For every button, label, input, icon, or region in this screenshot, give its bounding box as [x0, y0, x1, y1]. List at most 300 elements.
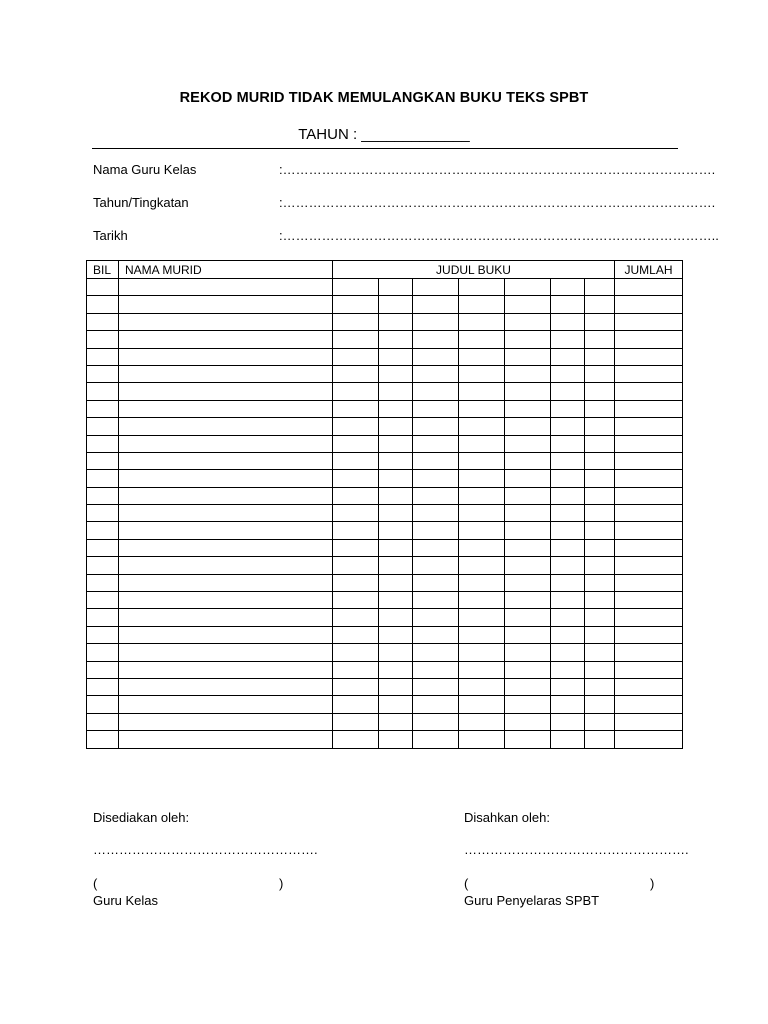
table-cell[interactable] — [459, 383, 505, 400]
table-cell[interactable] — [413, 452, 459, 469]
table-cell[interactable] — [551, 574, 585, 591]
table-cell[interactable] — [119, 557, 333, 574]
table-cell[interactable] — [585, 331, 615, 348]
table-cell[interactable] — [333, 279, 379, 296]
table-cell[interactable] — [551, 713, 585, 730]
table-cell[interactable] — [615, 400, 683, 417]
table-cell[interactable] — [459, 557, 505, 574]
table-cell[interactable] — [551, 331, 585, 348]
table-cell[interactable] — [413, 365, 459, 382]
table-cell[interactable] — [505, 400, 551, 417]
table-cell[interactable] — [459, 678, 505, 695]
table-cell[interactable] — [333, 331, 379, 348]
table-cell[interactable] — [505, 522, 551, 539]
table-row — [87, 470, 683, 487]
table-cell[interactable] — [119, 487, 333, 504]
table-row — [87, 452, 683, 469]
table-cell[interactable] — [87, 626, 119, 643]
table-cell[interactable] — [551, 661, 585, 678]
table-row — [87, 313, 683, 330]
table-cell[interactable] — [413, 279, 459, 296]
table-cell[interactable] — [551, 383, 585, 400]
table-cell[interactable] — [379, 696, 413, 713]
table-cell[interactable] — [87, 348, 119, 365]
table-cell[interactable] — [379, 296, 413, 313]
table-cell[interactable] — [615, 470, 683, 487]
table-row — [87, 574, 683, 591]
table-cell[interactable] — [119, 418, 333, 435]
table-cell[interactable] — [505, 296, 551, 313]
table-cell[interactable] — [87, 418, 119, 435]
table-cell[interactable] — [87, 557, 119, 574]
table-cell[interactable] — [119, 365, 333, 382]
table-cell[interactable] — [551, 678, 585, 695]
table-cell[interactable] — [413, 661, 459, 678]
table-cell[interactable] — [87, 592, 119, 609]
table-cell[interactable] — [119, 400, 333, 417]
table-cell[interactable] — [413, 539, 459, 556]
table-cell[interactable] — [585, 644, 615, 661]
table-cell[interactable] — [585, 539, 615, 556]
table-cell[interactable] — [615, 539, 683, 556]
table-cell[interactable] — [551, 696, 585, 713]
table-cell[interactable] — [615, 452, 683, 469]
table-cell[interactable] — [615, 313, 683, 330]
table-cell[interactable] — [505, 505, 551, 522]
table-cell[interactable] — [459, 609, 505, 626]
table-cell[interactable] — [413, 296, 459, 313]
year-label: TAHUN : _____________ — [298, 126, 470, 143]
table-cell[interactable] — [551, 348, 585, 365]
table-cell[interactable] — [379, 731, 413, 748]
table-cell[interactable] — [413, 678, 459, 695]
name-open-bracket: ( — [93, 876, 98, 891]
table-cell[interactable] — [333, 470, 379, 487]
table-cell[interactable] — [87, 731, 119, 748]
table-cell[interactable] — [379, 279, 413, 296]
table-cell[interactable] — [379, 487, 413, 504]
table-row — [87, 331, 683, 348]
table-cell[interactable] — [551, 487, 585, 504]
table-cell[interactable] — [585, 505, 615, 522]
table-cell[interactable] — [119, 383, 333, 400]
table-cell[interactable] — [333, 609, 379, 626]
name-close-bracket: ) — [650, 876, 655, 891]
table-cell[interactable] — [585, 452, 615, 469]
table-cell[interactable] — [413, 574, 459, 591]
signature-heading: Disahkan oleh: — [464, 810, 550, 825]
table-cell[interactable] — [459, 539, 505, 556]
table-cell[interactable] — [379, 365, 413, 382]
table-cell[interactable] — [459, 452, 505, 469]
table-cell[interactable] — [119, 505, 333, 522]
table-cell[interactable] — [87, 452, 119, 469]
table-cell[interactable] — [505, 713, 551, 730]
table-cell[interactable] — [379, 626, 413, 643]
table-cell[interactable] — [333, 452, 379, 469]
table-cell[interactable] — [413, 470, 459, 487]
table-cell[interactable] — [459, 331, 505, 348]
table-cell[interactable] — [505, 592, 551, 609]
table-cell[interactable] — [379, 644, 413, 661]
header-divider — [92, 148, 678, 149]
table-cell[interactable] — [459, 505, 505, 522]
table-cell[interactable] — [459, 626, 505, 643]
table-cell[interactable] — [413, 557, 459, 574]
table-cell[interactable] — [119, 678, 333, 695]
table-cell[interactable] — [333, 592, 379, 609]
table-cell[interactable] — [585, 279, 615, 296]
table-cell[interactable] — [333, 365, 379, 382]
table-cell[interactable] — [379, 609, 413, 626]
table-cell[interactable] — [119, 348, 333, 365]
table-cell[interactable] — [459, 313, 505, 330]
table-cell[interactable] — [459, 487, 505, 504]
table-cell[interactable] — [87, 574, 119, 591]
table-cell[interactable] — [505, 696, 551, 713]
table-cell[interactable] — [379, 383, 413, 400]
table-cell[interactable] — [551, 592, 585, 609]
table-cell[interactable] — [615, 331, 683, 348]
table-cell[interactable] — [505, 365, 551, 382]
table-cell[interactable] — [505, 383, 551, 400]
table-cell[interactable] — [551, 279, 585, 296]
table-row — [87, 365, 683, 382]
table-cell[interactable] — [585, 400, 615, 417]
table-cell[interactable] — [413, 522, 459, 539]
table-cell[interactable] — [333, 661, 379, 678]
table-cell[interactable] — [379, 452, 413, 469]
table-cell[interactable] — [119, 713, 333, 730]
table-cell[interactable] — [585, 696, 615, 713]
table-cell[interactable] — [505, 678, 551, 695]
table-cell[interactable] — [551, 644, 585, 661]
table-cell[interactable] — [119, 331, 333, 348]
table-cell[interactable] — [551, 626, 585, 643]
table-cell[interactable] — [87, 609, 119, 626]
table-cell[interactable] — [87, 644, 119, 661]
table-row — [87, 644, 683, 661]
table-cell[interactable] — [459, 279, 505, 296]
table-cell[interactable] — [459, 574, 505, 591]
table-cell[interactable] — [615, 661, 683, 678]
table-cell[interactable] — [551, 539, 585, 556]
table-cell[interactable] — [615, 696, 683, 713]
table-cell[interactable] — [379, 574, 413, 591]
table-cell[interactable] — [551, 505, 585, 522]
table-cell[interactable] — [615, 678, 683, 695]
table-cell[interactable] — [333, 626, 379, 643]
table-cell[interactable] — [459, 348, 505, 365]
table-cell[interactable] — [585, 574, 615, 591]
table-cell[interactable] — [585, 348, 615, 365]
table-row — [87, 557, 683, 574]
table-cell[interactable] — [413, 713, 459, 730]
table-cell[interactable] — [119, 539, 333, 556]
table-cell[interactable] — [119, 435, 333, 452]
table-cell[interactable] — [615, 296, 683, 313]
table-cell[interactable] — [87, 522, 119, 539]
table-cell[interactable] — [505, 435, 551, 452]
table-cell[interactable] — [119, 313, 333, 330]
table-row — [87, 418, 683, 435]
table-cell[interactable] — [551, 296, 585, 313]
table-cell[interactable] — [615, 505, 683, 522]
table-cell[interactable] — [413, 435, 459, 452]
table-cell[interactable] — [585, 592, 615, 609]
table-row — [87, 435, 683, 452]
table-cell[interactable] — [379, 435, 413, 452]
table-cell[interactable] — [505, 731, 551, 748]
table-cell[interactable] — [615, 609, 683, 626]
signature-line[interactable]: ……………………………………………. — [93, 842, 318, 857]
table-cell[interactable] — [413, 313, 459, 330]
table-cell[interactable] — [379, 331, 413, 348]
table-cell[interactable] — [459, 731, 505, 748]
table-cell[interactable] — [119, 574, 333, 591]
table-cell[interactable] — [413, 331, 459, 348]
table-cell[interactable] — [505, 574, 551, 591]
table-cell[interactable] — [413, 609, 459, 626]
table-cell[interactable] — [505, 487, 551, 504]
table-cell[interactable] — [379, 522, 413, 539]
table-cell[interactable] — [585, 678, 615, 695]
table-cell[interactable] — [615, 487, 683, 504]
signature-line[interactable]: ……………………………………………. — [464, 842, 689, 857]
table-cell[interactable] — [333, 418, 379, 435]
table-cell[interactable] — [379, 661, 413, 678]
table-cell[interactable] — [87, 279, 119, 296]
table-cell[interactable] — [459, 696, 505, 713]
table-cell[interactable] — [379, 713, 413, 730]
table-cell[interactable] — [379, 400, 413, 417]
table-cell[interactable] — [379, 678, 413, 695]
table-cell[interactable] — [119, 522, 333, 539]
table-cell[interactable] — [333, 557, 379, 574]
table-cell[interactable] — [585, 522, 615, 539]
table-cell[interactable] — [505, 609, 551, 626]
table-cell[interactable] — [119, 279, 333, 296]
table-cell[interactable] — [505, 661, 551, 678]
table-cell[interactable] — [333, 435, 379, 452]
table-cell[interactable] — [87, 383, 119, 400]
table-cell[interactable] — [551, 470, 585, 487]
table-cell[interactable] — [87, 435, 119, 452]
table-cell[interactable] — [87, 661, 119, 678]
table-cell[interactable] — [615, 435, 683, 452]
table-cell[interactable] — [551, 365, 585, 382]
field-value[interactable]: :………………………………………………………………………………………. — [279, 162, 716, 177]
table-cell[interactable] — [413, 731, 459, 748]
table-cell[interactable] — [413, 348, 459, 365]
table-cell[interactable] — [413, 644, 459, 661]
table-cell[interactable] — [459, 644, 505, 661]
table-cell[interactable] — [119, 644, 333, 661]
table-cell[interactable] — [379, 418, 413, 435]
table-cell[interactable] — [333, 348, 379, 365]
table-cell[interactable] — [459, 592, 505, 609]
table-cell[interactable] — [615, 557, 683, 574]
table-cell[interactable] — [333, 696, 379, 713]
table-cell[interactable] — [615, 592, 683, 609]
table-cell[interactable] — [413, 592, 459, 609]
table-cell[interactable] — [119, 592, 333, 609]
field-value[interactable]: :……………………………………………………………………………………….. — [279, 228, 719, 243]
table-cell[interactable] — [459, 365, 505, 382]
table-cell[interactable] — [333, 505, 379, 522]
table-cell[interactable] — [459, 470, 505, 487]
table-cell[interactable] — [119, 696, 333, 713]
table-cell[interactable] — [615, 644, 683, 661]
table-cell[interactable] — [87, 487, 119, 504]
table-cell[interactable] — [87, 296, 119, 313]
table-row — [87, 661, 683, 678]
table-cell[interactable] — [87, 400, 119, 417]
table-cell[interactable] — [551, 557, 585, 574]
table-cell[interactable] — [585, 313, 615, 330]
table-cell[interactable] — [615, 731, 683, 748]
table-cell[interactable] — [333, 644, 379, 661]
table-cell[interactable] — [505, 557, 551, 574]
table-cell[interactable] — [551, 609, 585, 626]
table-cell[interactable] — [615, 383, 683, 400]
table-cell[interactable] — [459, 296, 505, 313]
table-cell[interactable] — [585, 609, 615, 626]
table-cell[interactable] — [87, 505, 119, 522]
table-cell[interactable] — [585, 383, 615, 400]
table-cell[interactable] — [551, 400, 585, 417]
table-cell[interactable] — [585, 365, 615, 382]
table-cell[interactable] — [585, 470, 615, 487]
table-cell[interactable] — [413, 400, 459, 417]
table-cell[interactable] — [615, 574, 683, 591]
table-cell[interactable] — [333, 731, 379, 748]
table-cell[interactable] — [505, 644, 551, 661]
table-cell[interactable] — [505, 626, 551, 643]
table-cell[interactable] — [505, 418, 551, 435]
signature-heading: Disediakan oleh: — [93, 810, 190, 825]
field-value[interactable]: :………………………………………………………………………………………. — [279, 195, 716, 210]
table-cell[interactable] — [333, 383, 379, 400]
table-cell[interactable] — [119, 470, 333, 487]
table-cell[interactable] — [87, 365, 119, 382]
table-cell[interactable] — [413, 383, 459, 400]
table-cell[interactable] — [379, 505, 413, 522]
table-cell[interactable] — [459, 522, 505, 539]
table-cell[interactable] — [505, 279, 551, 296]
table-cell[interactable] — [333, 522, 379, 539]
table-cell[interactable] — [413, 487, 459, 504]
table-cell[interactable] — [119, 609, 333, 626]
table-cell[interactable] — [87, 470, 119, 487]
table-cell[interactable] — [551, 435, 585, 452]
table-cell[interactable] — [505, 348, 551, 365]
table-body — [87, 279, 683, 749]
table-cell[interactable] — [379, 557, 413, 574]
signature-role: Guru Penyelaras SPBT — [464, 893, 600, 908]
table-cell[interactable] — [119, 731, 333, 748]
table-cell[interactable] — [585, 435, 615, 452]
table-cell[interactable] — [333, 296, 379, 313]
table-row — [87, 279, 683, 296]
table-cell[interactable] — [119, 626, 333, 643]
table-cell[interactable] — [333, 574, 379, 591]
table-cell[interactable] — [333, 539, 379, 556]
table-cell[interactable] — [505, 539, 551, 556]
table-cell[interactable] — [585, 626, 615, 643]
table-cell[interactable] — [87, 678, 119, 695]
table-cell[interactable] — [585, 557, 615, 574]
table-cell[interactable] — [615, 713, 683, 730]
header-judul-buku: JUDUL BUKU — [333, 261, 615, 279]
table-cell[interactable] — [551, 522, 585, 539]
table-cell[interactable] — [505, 470, 551, 487]
table-cell[interactable] — [615, 626, 683, 643]
document-title: REKOD MURID TIDAK MEMULANGKAN BUKU TEKS SPBT — [179, 90, 589, 106]
table-cell[interactable] — [505, 452, 551, 469]
table-cell[interactable] — [585, 487, 615, 504]
table-cell[interactable] — [413, 696, 459, 713]
table-cell[interactable] — [585, 731, 615, 748]
table-cell[interactable] — [413, 626, 459, 643]
table-cell[interactable] — [551, 731, 585, 748]
table-cell[interactable] — [119, 661, 333, 678]
table-cell[interactable] — [87, 539, 119, 556]
table-cell[interactable] — [615, 348, 683, 365]
table-cell[interactable] — [379, 592, 413, 609]
table-cell[interactable] — [551, 418, 585, 435]
table-cell[interactable] — [87, 313, 119, 330]
table-cell[interactable] — [333, 487, 379, 504]
table-cell[interactable] — [615, 365, 683, 382]
table-cell[interactable] — [505, 331, 551, 348]
table-cell[interactable] — [459, 418, 505, 435]
table-cell[interactable] — [615, 279, 683, 296]
table-cell[interactable] — [585, 296, 615, 313]
table-cell[interactable] — [585, 661, 615, 678]
table-cell[interactable] — [413, 418, 459, 435]
field-label: Tarikh — [93, 228, 128, 243]
table-cell[interactable] — [459, 435, 505, 452]
table-cell[interactable] — [379, 539, 413, 556]
table-cell[interactable] — [379, 470, 413, 487]
table-cell[interactable] — [459, 400, 505, 417]
table-cell[interactable] — [333, 400, 379, 417]
table-cell[interactable] — [87, 696, 119, 713]
table-cell[interactable] — [333, 678, 379, 695]
table-cell[interactable] — [551, 313, 585, 330]
name-close-bracket: ) — [279, 876, 284, 891]
table-cell[interactable] — [615, 522, 683, 539]
table-cell[interactable] — [119, 296, 333, 313]
table-cell[interactable] — [379, 313, 413, 330]
table-cell[interactable] — [87, 713, 119, 730]
table-cell[interactable] — [551, 452, 585, 469]
table-cell[interactable] — [87, 331, 119, 348]
table-cell[interactable] — [505, 313, 551, 330]
table-cell[interactable] — [615, 418, 683, 435]
table-cell[interactable] — [333, 313, 379, 330]
table-cell[interactable] — [459, 713, 505, 730]
table-cell[interactable] — [413, 505, 459, 522]
table-cell[interactable] — [585, 418, 615, 435]
table-row — [87, 522, 683, 539]
table-cell[interactable] — [119, 452, 333, 469]
table-cell[interactable] — [459, 661, 505, 678]
table-cell[interactable] — [379, 348, 413, 365]
table-cell[interactable] — [585, 713, 615, 730]
table-cell[interactable] — [333, 713, 379, 730]
